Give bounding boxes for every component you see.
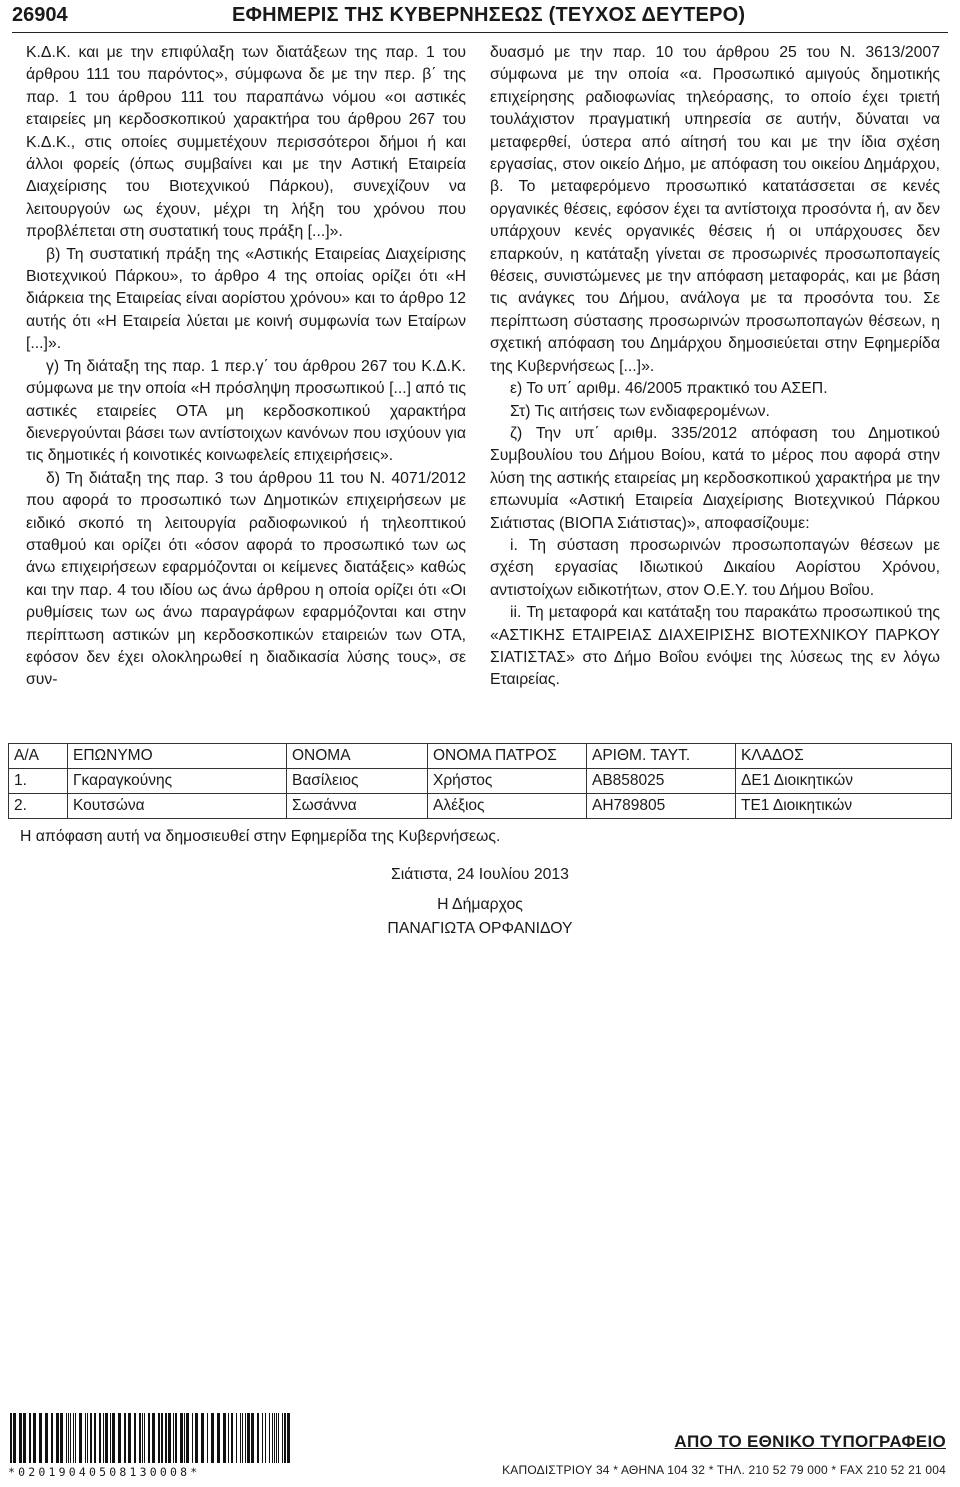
barcode-bar: [173, 1413, 174, 1463]
table-header-cell: ΕΠΩΝΥΜΟ: [68, 744, 287, 769]
right-paragraph-5: i. Τη σύσταση προσωρινών προσωποπαγών θέσεων με σχέση εργασίας Ιδιωτικού Δικαίου Αορίστου Χρόνου, αντιστοίχων ειδικοτήτων, στον Ο.Ε.Υ. του Δήμου Βοΐου.: [490, 536, 940, 599]
page-header: [0, 0, 960, 34]
barcode-bar: [284, 1413, 286, 1463]
signer-name: ΠΑΝΑΓΙΩΤΑ ΟΡΦΑΝΙΔΟΥ: [387, 920, 573, 937]
barcode-bar: [142, 1413, 143, 1463]
barcode-bar: [287, 1413, 290, 1463]
barcode-bar: [245, 1413, 246, 1463]
place-date: Σιάτιστα, 24 Ιουλίου 2013: [391, 866, 569, 883]
barcode-bar: [94, 1413, 96, 1463]
left-column: [26, 42, 466, 692]
barcode-bar: [192, 1413, 193, 1463]
barcode-bar: [257, 1413, 259, 1463]
barcode-bar: [110, 1413, 111, 1463]
right-column: [490, 42, 940, 692]
barcode-bar: [274, 1413, 275, 1463]
barcode-bar: [23, 1413, 26, 1463]
barcode-bar: [251, 1413, 254, 1463]
table-cell: ΑΒ858025: [587, 769, 736, 794]
barcode-bar: [228, 1413, 229, 1463]
right-paragraph-6: ii. Τη μεταφορά και κατάταξη του παρακάτω προσωπικού της «ΑΣΤΙΚΗΣ ΕΤΑΙΡΕΙΑΣ ΔΙΑΧΕΙΡΙΣΗΣ ΒΙΟΤΕΧΝΙΚΟΥ ΠΑΡΚΟΥ ΣΙΑΤΙΣΤΑΣ» στο Δήμο Βοΐου ενόψει της λύσεως της εν λόγω Εταιρείας.: [490, 604, 940, 689]
barcode-bar: [158, 1413, 160, 1463]
right-paragraph-1: δυασμό με την παρ. 10 του άρθρου 25 του Ν. 3613/2007 σύμφωνα με την οποία «α. Προσωπικό αμιγούς δημοτικής επιχείρησης ραδιοφωνίας τηλεόρασης, το οποίο έχει τριετή τουλάχιστον πραγματική υπηρεσία σε αυτήν, δύναται να μεταφερθεί, ύστερα από αίτησή του και με την ίδια σχέση εργασίας, στον οικείο Δήμο, με απόφαση του οικείου Δημάρχου, β. Το μεταφερόμενο προσωπικό κατατάσσεται σε κενές οργανικές θέσεις, εφόσον έχει τα αντίστοιχα προσόντα ή, αν δεν υπάρχουν κενές οργανικές θέσεις ή οι υπάρχουσες δεν επαρκούν, η κατάταξη γίνεται σε προσωρινές προσωποπαγείς θέσεις, συνιστώμενες με την απόφαση μεταφοράς, και με βάση τις ανάγκες του Δήμου, ανάλογα με τα προσόντα του. Σε περίπτωση σύστασης προσωρινών προσωποπαγών θέσεων, η σχετική απόφαση του Δημάρχου δημοσιεύεται στην Εφημερίδα της Κυβερνήσεως [...]».: [490, 44, 940, 375]
barcode-bar: [87, 1413, 88, 1463]
barcode-bar: [124, 1413, 126, 1463]
barcode-bar: [75, 1413, 76, 1463]
barcode-image: [8, 1413, 291, 1463]
gazette-title: ΕΦΗΜΕΡΙΣ ΤΗΣ ΚΥΒΕΡΝΗΣΕΩΣ (ΤΕΥΧΟΣ ΔΕΥΤΕΡΟ): [232, 4, 746, 26]
barcode-bar: [269, 1413, 270, 1463]
barcode-bar: [134, 1413, 136, 1463]
barcode-bar: [19, 1413, 22, 1463]
barcode-bar: [152, 1413, 155, 1463]
barcode-bar: [165, 1413, 167, 1463]
barcode-bar: [195, 1413, 198, 1463]
barcode-bar: [99, 1413, 101, 1463]
signer-title: Η Δήμαρχος: [437, 896, 523, 913]
barcode-bar: [247, 1413, 250, 1463]
barcode-bar: [70, 1413, 71, 1463]
barcode-bar: [105, 1413, 108, 1463]
table-cell: 2.: [9, 794, 68, 819]
barcode-bar: [184, 1413, 185, 1463]
table-header-row: [9, 744, 952, 769]
table-cell: ΔΕ1 Διοικητικών: [736, 769, 952, 794]
barcode-number: *02019040508130008*: [8, 1465, 201, 1479]
barcode-bar: [262, 1413, 263, 1463]
barcode-bar: [236, 1413, 237, 1463]
barcode-bar: [139, 1413, 141, 1463]
left-paragraph-3: γ) Τη διάταξη της παρ. 1 περ.γ΄ του άρθρου 267 του Κ.Δ.Κ. σύμφωνα με την οποία «Η πρόσληψη προσωπικού [...] από τις αστικές εταιρείες ΟΤΑ μη κερδοσκοπικού χαρακτήρα διενεργούνται βάσει των αντίστοιχων κανόνων που ισχύουν για τις δημοτικές ή κοινοτικές κοινωφελείς επιχειρήσεις».: [26, 357, 466, 465]
table-cell: Χρήστος: [428, 769, 587, 794]
barcode-bar: [242, 1413, 243, 1463]
publish-note: Η απόφαση αυτή να δημοσιευθεί στην Εφημερίδα της Κυβερνήσεως.: [20, 828, 501, 845]
barcode-bar: [161, 1413, 163, 1463]
right-paragraph-3: Στ) Τις αιτήσεις των ενδιαφερομένων.: [510, 402, 770, 420]
barcode-bar: [168, 1413, 171, 1463]
table-header-cell: ΟΝΟΜΑ: [287, 744, 428, 769]
table-header-cell: ΚΛΑΔΟΣ: [736, 744, 952, 769]
barcode-bar: [112, 1413, 115, 1463]
left-paragraph-2: β) Τη συστατική πράξη της «Αστικής Εταιρείας Διαχείρισης Βιοτεχνικού Πάρκου», το άρθρο 4 της οποίας ορίζει ότι «Η διάρκεια της Εταιρείας είναι αορίστου χρόνου» και το άρθρο 12 αυτής ότι «Η Εταιρεία λύεται με κοινή συμφωνία των Εταίρων [...]».: [26, 245, 466, 353]
barcode-bar: [265, 1413, 266, 1463]
printer-name: ΑΠΟ ΤΟ ΕΘΝΙΚΟ ΤΥΠΟΓΡΑΦΕΙΟ: [674, 1432, 946, 1451]
header-rule: [12, 32, 948, 33]
table-row: [9, 794, 952, 819]
barcode-bar: [10, 1413, 12, 1463]
barcode-bar: [90, 1413, 92, 1463]
barcode-bar: [201, 1413, 204, 1463]
page-number: 26904: [12, 4, 68, 26]
barcode-bar: [148, 1413, 150, 1463]
table-cell: ΤΕ1 Διοικητικών: [736, 794, 952, 819]
barcode-bar: [240, 1413, 241, 1463]
barcode-bar: [39, 1413, 42, 1463]
table-header-cell: Α/Α: [9, 744, 68, 769]
barcode-bar: [276, 1413, 277, 1463]
table-cell: Γκαραγκούνης: [68, 769, 287, 794]
barcode-bar: [13, 1413, 16, 1463]
table-cell: 1.: [9, 769, 68, 794]
table-cell: ΑΗ789805: [587, 794, 736, 819]
barcode-bar: [51, 1413, 53, 1463]
barcode-bar: [282, 1413, 283, 1463]
barcode-bar: [186, 1413, 189, 1463]
left-paragraph-4: δ) Τη διάταξη της παρ. 3 του άρθρου 11 του Ν. 4071/2012 που αφορά το προσωπικό των Δημοτικών επιχειρήσεων με ειδικό σκοπό τη λειτουργία ραδιοφωνικού ή τηλεοπτικού σταθμού και ορίζει ότι «όσον αφορά το προσωπικό των ως άνω επιχειρήσεων εφαρμόζονται οι κείμενες διατάξεις» καθώς και την παρ. 4 του ιδίου ως άνω άρθρου η οποία ορίζει ότι «Οι ρυθμίσεις των ως άνω παραγράφων εφαρμόζονται και στην περίπτωση αστικών μη κερδοσκοπικών εταιρειών των ΟΤΑ, εφόσον δεν έχει ολοκληρωθεί η διαδικασία λύσης τους», σε συν-: [26, 469, 466, 689]
table-header-cell: ΑΡΙΘΜ. ΤΑΥΤ.: [587, 744, 736, 769]
right-paragraph-4: ζ) Την υπ΄ αριθμ. 335/2012 απόφαση του Δημοτικού Συμβουλίου του Δήμου Βοίου, κατά το μέρος που αφορά στην λύση της αστικής εταιρείας μη κερδοσκοπικού χαρακτήρα με την επωνυμία «Αστική Εταιρεία Διαχείρισης Βιοτεχνικού Πάρκου Σιάτιστας (ΒΙΟΠΑ Σιάτιστας)», αποφασίζουμε:: [490, 424, 940, 532]
barcode-bar: [56, 1413, 59, 1463]
barcode-bar: [217, 1413, 220, 1463]
barcode-bar: [128, 1413, 131, 1463]
table-cell: Βασίλειος: [287, 769, 428, 794]
barcode-bar: [211, 1413, 214, 1463]
barcode-bar: [33, 1413, 36, 1463]
barcode-bar: [118, 1413, 121, 1463]
barcode-bar: [73, 1413, 74, 1463]
left-paragraph-1: Κ.Δ.Κ. και με την επιφύλαξη των διατάξεων της παρ. 1 του άρθρου 111 του παρόντος», σύμφωνα δε με την περ. β΄ της παρ. 1 του άρθρου 111 του παραπάνω νόμου «οι αστικές εταιρείες μη κερδοσκοπικού χαρακτήρα του άρθρου 267 του Κ.Δ.Κ., στις οποίες συμμετέχουν περισσότεροι δήμοι ή και άλλοι φορείς (όπως συμβαίνει και με την Αστική Εταιρεία Διαχείρισης του Βιοτεχνικού Πάρκου), συνεχίζουν να λειτουργούν ως έχουν, μέχρι τη λήξη του χρόνου που προβλέπεται στη συστατική τους πράξη [...]».: [26, 44, 466, 241]
barcode-bar: [180, 1413, 183, 1463]
barcode-bar: [68, 1413, 69, 1463]
barcode-bar: [278, 1413, 279, 1463]
barcode-bar: [66, 1413, 67, 1463]
table-cell: Κουτσώνα: [68, 794, 287, 819]
table-row: [9, 769, 952, 794]
barcode-bar: [207, 1413, 208, 1463]
barcode-bar: [103, 1413, 104, 1463]
barcode-bar: [144, 1413, 145, 1463]
table-header-cell: ΟΝΟΜΑ ΠΑΤΡΟΣ: [428, 744, 587, 769]
barcode-bar: [60, 1413, 63, 1463]
barcode-bar: [223, 1413, 226, 1463]
table-cell: Αλέξιος: [428, 794, 587, 819]
barcode-bar: [79, 1413, 82, 1463]
barcode-bar: [85, 1413, 86, 1463]
right-paragraph-2: ε) Το υπ΄ αριθμ. 46/2005 πρακτικό του ΑΣΕΠ.: [510, 380, 828, 398]
barcode-bar: [29, 1413, 31, 1463]
barcode-bar: [175, 1413, 177, 1463]
barcode-bar: [231, 1413, 233, 1463]
table-cell: Σωσάννα: [287, 794, 428, 819]
barcode-bar: [45, 1413, 48, 1463]
printer-address: ΚΑΠΟΔΙΣΤΡΙΟΥ 34 * ΑΘΗΝΑ 104 32 * ΤΗΛ. 210 52 79 000 * FAX 210 52 21 004: [502, 1463, 946, 1477]
staff-table: [8, 743, 952, 819]
barcode-bar: [272, 1413, 273, 1463]
